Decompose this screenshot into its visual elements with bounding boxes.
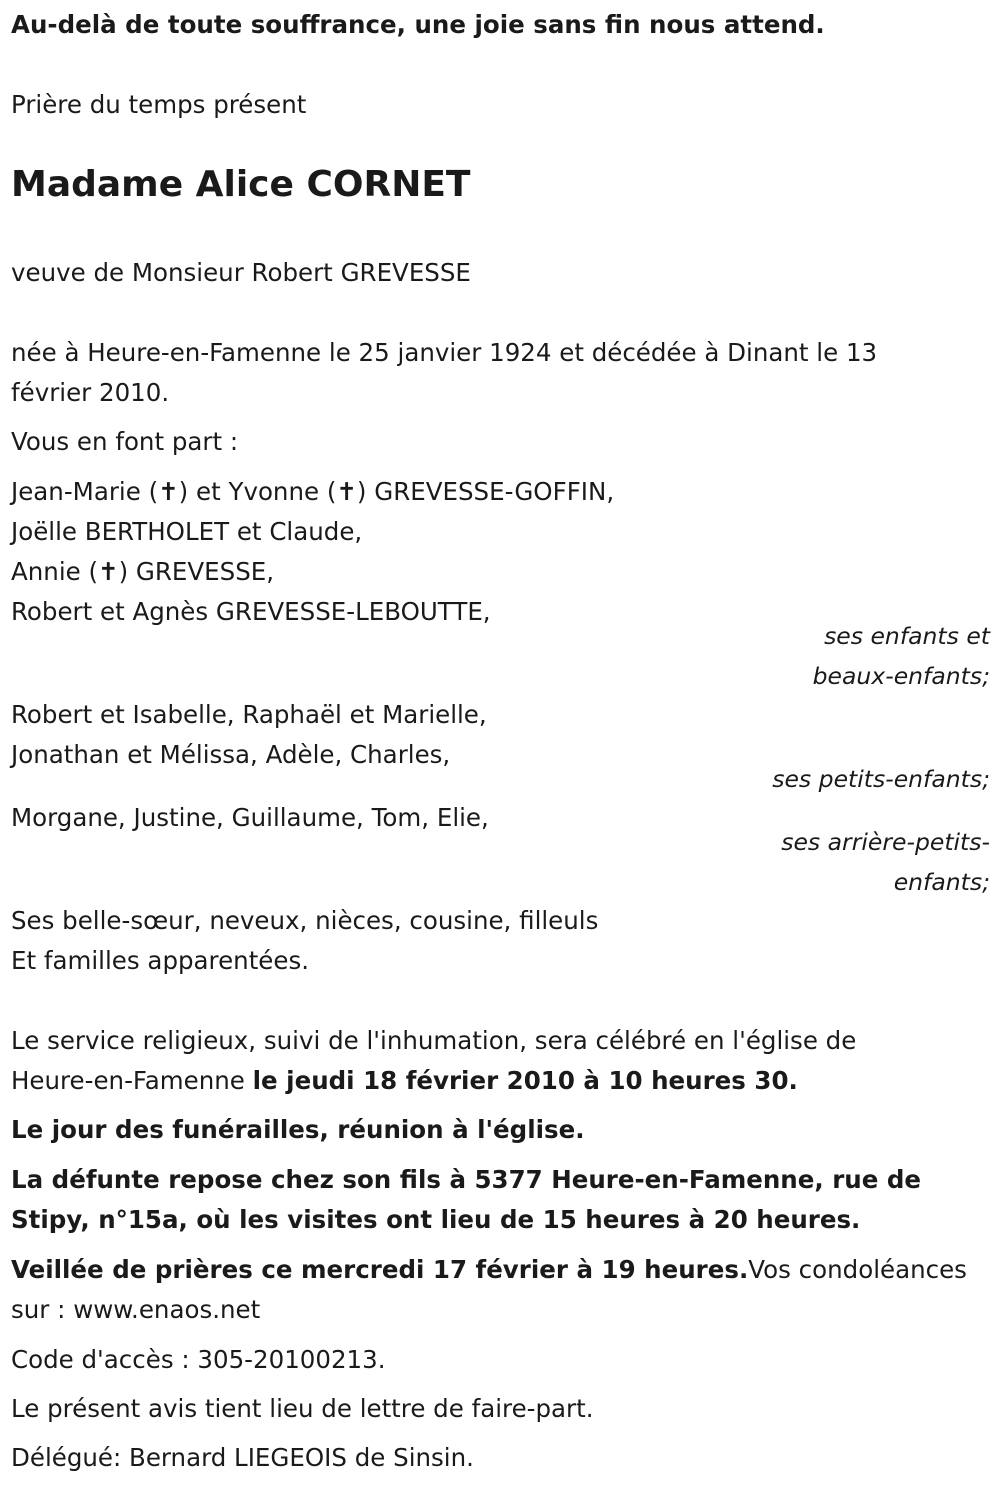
family-line: Annie (✝) GREVESSE, bbox=[11, 557, 275, 586]
relatives-line: Ses belle-sœur, neveux, nièces, cousine, filleuls bbox=[11, 906, 599, 935]
prayer-line: Prière du temps présent bbox=[11, 90, 307, 119]
opening-quote: Au-delà de toute souffrance, une joie sans fin nous attend. bbox=[11, 10, 825, 39]
announcement-intro: Vous en font part : bbox=[11, 427, 239, 456]
relation-label: ses petits-enfants; bbox=[772, 765, 990, 793]
condolences-text: Vos condoléances bbox=[748, 1255, 967, 1284]
service-line: Le service religieux, suivi de l'inhumation, sera célébré en l'église de bbox=[11, 1026, 857, 1055]
relation-label: ses enfants et bbox=[824, 622, 990, 650]
access-code-line: Code d'accès : 305-20100213. bbox=[11, 1345, 386, 1374]
family-line: Morgane, Justine, Guillaume, Tom, Elie, bbox=[11, 803, 489, 832]
vigil-line bbox=[11, 1255, 967, 1285]
family-line: Robert et Isabelle, Raphaël et Marielle, bbox=[11, 700, 487, 729]
widow-of-line: veuve de Monsieur Robert GREVESSE bbox=[11, 258, 471, 287]
condolences-line: sur : www.enaos.net bbox=[11, 1295, 261, 1324]
repose-line: La défunte repose chez son fils à 5377 Heure-en-Famenne, rue de bbox=[11, 1165, 922, 1194]
service-line bbox=[11, 1066, 798, 1096]
relatives-line: Et familles apparentées. bbox=[11, 946, 309, 975]
birth-death-line: née à Heure-en-Famenne le 25 janvier 1924 et décédée à Dinant le 13 bbox=[11, 338, 878, 367]
birth-death-line: février 2010. bbox=[11, 378, 170, 407]
deceased-name: Madame Alice CORNET bbox=[11, 164, 471, 205]
vigil-text: Veillée de prières ce mercredi 17 février à 19 heures. bbox=[11, 1255, 749, 1284]
family-line: Robert et Agnès GREVESSE-LEBOUTTE, bbox=[11, 597, 491, 626]
relation-label: ses arrière-petits- bbox=[781, 828, 990, 856]
family-line: Joëlle BERTHOLET et Claude, bbox=[11, 517, 363, 546]
meeting-line: Le jour des funérailles, réunion à l'église. bbox=[11, 1115, 585, 1144]
service-place: Heure-en-Famenne bbox=[11, 1066, 253, 1095]
delegate-line: Délégué: Bernard LIEGEOIS de Sinsin. bbox=[11, 1443, 474, 1472]
service-date: le jeudi 18 février 2010 à 10 heures 30. bbox=[252, 1066, 798, 1095]
repose-line: Stipy, n°15a, où les visites ont lieu de 15 heures à 20 heures. bbox=[11, 1205, 861, 1234]
relation-label: beaux-enfants; bbox=[812, 662, 990, 690]
relation-label: enfants; bbox=[893, 868, 990, 896]
family-line: Jonathan et Mélissa, Adèle, Charles, bbox=[11, 740, 451, 769]
notice-line: Le présent avis tient lieu de lettre de faire-part. bbox=[11, 1394, 594, 1423]
family-line: Jean-Marie (✝) et Yvonne (✝) GREVESSE-GOFFIN, bbox=[11, 477, 615, 506]
